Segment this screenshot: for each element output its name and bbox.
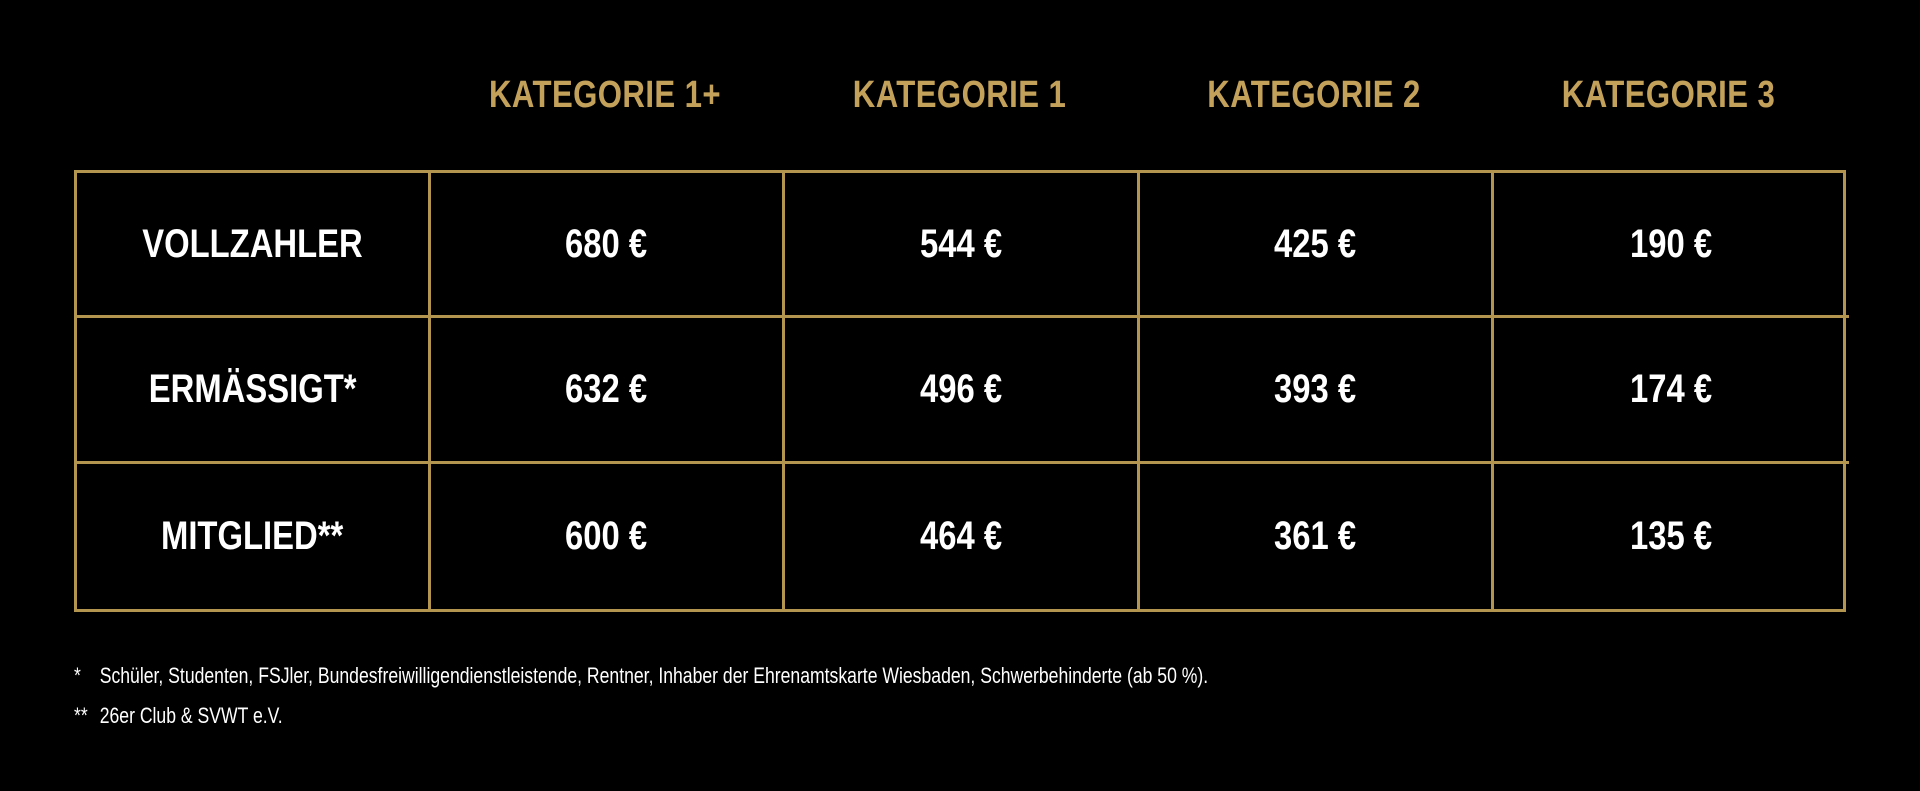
price-cell: 190 € [1494, 173, 1849, 318]
footnote-mark: * [74, 663, 81, 688]
header-empty-cell [106, 60, 396, 130]
footnotes [74, 656, 1492, 736]
price-cell: 174 € [1494, 318, 1849, 463]
price-cell: 393 € [1140, 318, 1494, 463]
footnote-member [74, 696, 1208, 736]
row-label-vollzahler: VOLLZAHLER [77, 173, 431, 318]
row-label-mitglied: MITGLIED** [77, 464, 431, 609]
price-cell: 680 € [431, 173, 785, 318]
price-cell: 600 € [431, 464, 785, 609]
category-header-1plus: KATEGORIE 1+ [488, 73, 722, 116]
price-cell: 464 € [785, 464, 1140, 609]
row-label-ermaessigt: ERMÄSSIGT* [77, 318, 431, 463]
footnote-mark: ** [74, 703, 88, 728]
category-header-row [74, 60, 1846, 130]
price-cell: 135 € [1630, 513, 1713, 558]
category-header-1: KATEGORIE 1 [852, 73, 1067, 116]
price-table [74, 170, 1846, 612]
category-header-2: KATEGORIE 2 [1207, 73, 1421, 116]
price-cell: 361 € [1140, 464, 1494, 609]
price-cell: 496 € [785, 318, 1140, 463]
price-cell: 632 € [431, 318, 785, 463]
footnote-text: Schüler, Studenten, FSJler, Bundesfreiwilligendienstleistende, Rentner, Inhaber der Ehrenamtskarte Wiesbaden, Schwerbehinderte (ab 50 %). [99, 663, 1209, 688]
category-header-3: KATEGORIE 3 [1561, 73, 1776, 116]
price-cell: 544 € [785, 173, 1140, 318]
footnote-text: 26er Club & SVWT e.V. [99, 703, 283, 728]
price-cell: 425 € [1140, 173, 1494, 318]
footnote-reduced [74, 656, 1208, 696]
